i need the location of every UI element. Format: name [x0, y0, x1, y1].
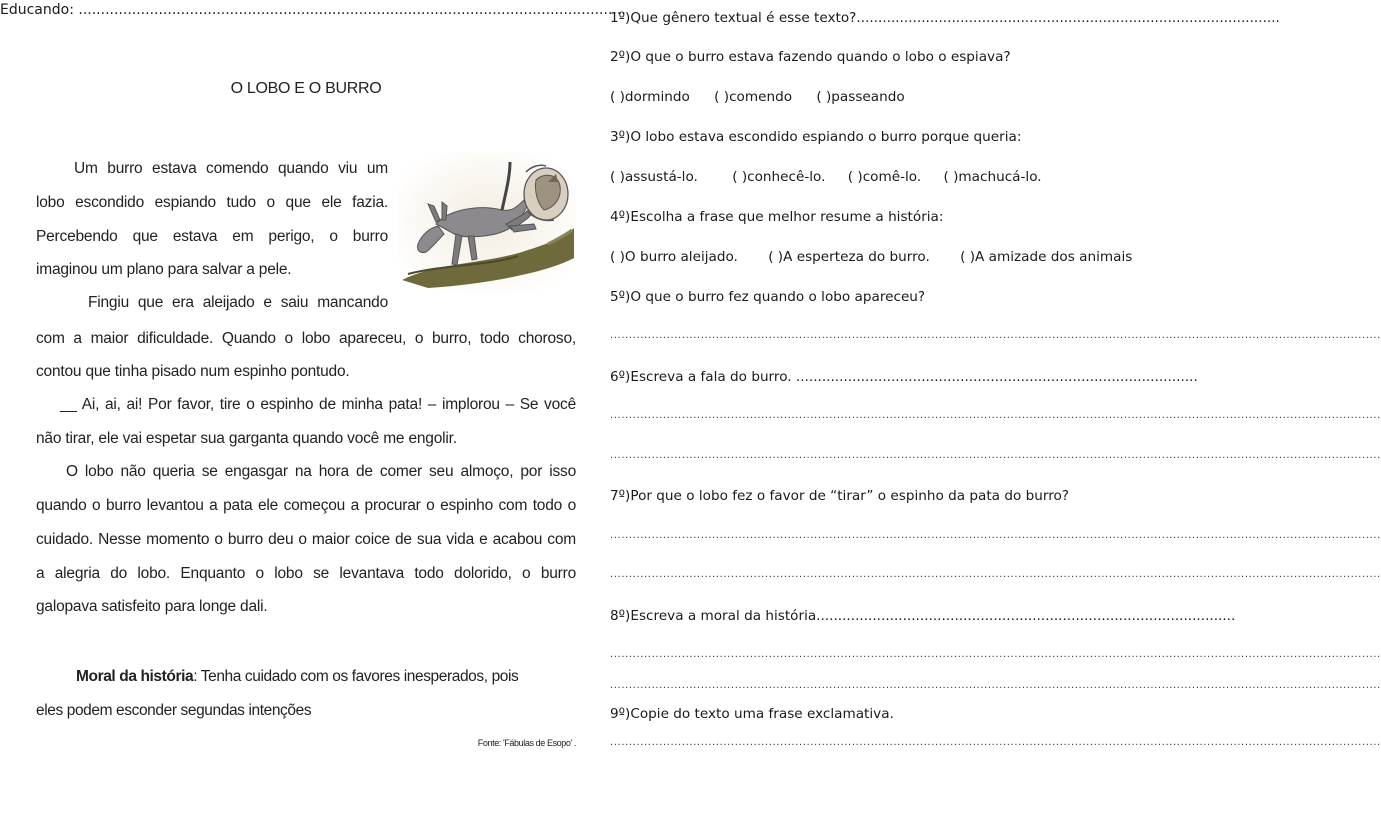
option-checkbox[interactable]: ( )comendo	[714, 89, 793, 105]
answer-line[interactable]: ............................................................................................................................................................................................................	[610, 530, 1381, 541]
option-checkbox[interactable]: ( )dormindo	[610, 89, 690, 105]
story-line: lobo escondido espiando tudo o que ele fazia.	[36, 194, 388, 211]
story-line: imaginou um plano para salvar a pele.	[36, 261, 292, 278]
story-line: contou que tinha pisado num espinho pontudo.	[36, 363, 350, 380]
answer-line[interactable]: ............................................................................................................................................................................................................	[610, 330, 1381, 341]
story-line: não tirar, ele vai espetar sua garganta quando você me engolir.	[36, 430, 457, 447]
question-6: 6º)Escreva a fala do burro. .............................................................................................	[610, 369, 1198, 385]
story-line: Fingiu que era aleijado e saiu mancando	[88, 294, 388, 311]
story-line: a alegria do lobo. Enquanto o lobo se levantava todo dolorido, o burro	[36, 565, 576, 582]
story-line: __ Ai, ai, ai! Por favor, tire o espinho de minha pata! – implorou – Se você	[60, 396, 576, 413]
moral-line-2: eles podem esconder segundas intenções	[36, 702, 312, 719]
story-line: Percebendo que estava em perigo, o burro	[36, 228, 388, 245]
question-4-options	[610, 249, 1132, 265]
question-8: 8º)Escreva a moral da história.................................................................................................	[610, 608, 1236, 624]
story-line: Um burro estava comendo quando viu um	[74, 160, 388, 177]
option-checkbox[interactable]: ( )passeando	[816, 89, 905, 105]
option-checkbox[interactable]: ( )comê-lo.	[847, 169, 922, 185]
question-5: 5º)O que o burro fez quando o lobo apareceu?	[610, 289, 926, 305]
answer-line[interactable]: ............................................................................................................................................................................................................	[610, 680, 1381, 691]
source-citation: Fonte: 'Fábulas de Esopo' .	[477, 738, 576, 748]
story-title: O LOBO E O BURRO	[230, 80, 382, 97]
moral-text: : Tenha cuidado com os favores inesperados, pois	[193, 668, 519, 685]
question-9: 9º)Copie do texto uma frase exclamativa.	[610, 706, 894, 722]
educando-field: Educando: ...........................................................................................................................	[0, 2, 626, 18]
story-line: cuidado. Nesse momento o burro deu o maior coice de sua vida e acabou com	[36, 531, 576, 548]
question-2-options	[610, 89, 925, 105]
question-3-options	[610, 169, 1062, 185]
option-checkbox[interactable]: ( )A esperteza do burro.	[768, 249, 930, 265]
story-line: O lobo não queria se engasgar na hora de comer seu almoço, por isso	[66, 463, 576, 480]
question-4: 4º)Escolha a frase que melhor resume a história:	[610, 209, 944, 225]
moral-label: Moral da história	[76, 668, 194, 685]
moral-line	[76, 668, 518, 686]
question-2: 2º)O que o burro estava fazendo quando o lobo o espiava?	[610, 49, 1011, 65]
option-checkbox[interactable]: ( )A amizade dos animais	[960, 249, 1133, 265]
story-line: galopava satisfeito para longe dali.	[36, 598, 268, 615]
question-7: 7º)Por que o lobo fez o favor de “tirar” o espinho da pata do burro?	[610, 488, 1070, 504]
option-checkbox[interactable]: ( )conhecê-lo.	[732, 169, 826, 185]
donkey-kicking-wolf-illustration	[398, 152, 576, 292]
option-checkbox[interactable]: ( )assustá-lo.	[610, 169, 698, 185]
option-checkbox[interactable]: ( )O burro aleijado.	[610, 249, 738, 265]
answer-line[interactable]: ............................................................................................................................................................................................................	[610, 649, 1381, 660]
story-line: quando o burro levantou a pata ele começou a procurar o espinho com todo o	[36, 497, 576, 514]
option-checkbox[interactable]: ( )machucá-lo.	[943, 169, 1042, 185]
answer-line[interactable]: ............................................................................................................................................................................................................	[610, 737, 1381, 748]
question-1: 1º)Que gênero textual é esse texto?..................................................................................................	[610, 10, 1280, 26]
answer-line[interactable]: ............................................................................................................................................................................................................	[610, 410, 1381, 421]
answer-line[interactable]: ............................................................................................................................................................................................................	[610, 450, 1381, 461]
answer-line[interactable]: ............................................................................................................................................................................................................	[610, 569, 1381, 580]
story-line: com a maior dificuldade. Quando o lobo apareceu, o burro, todo choroso,	[36, 330, 576, 347]
question-3: 3º)O lobo estava escondido espiando o burro porque queria:	[610, 129, 1022, 145]
